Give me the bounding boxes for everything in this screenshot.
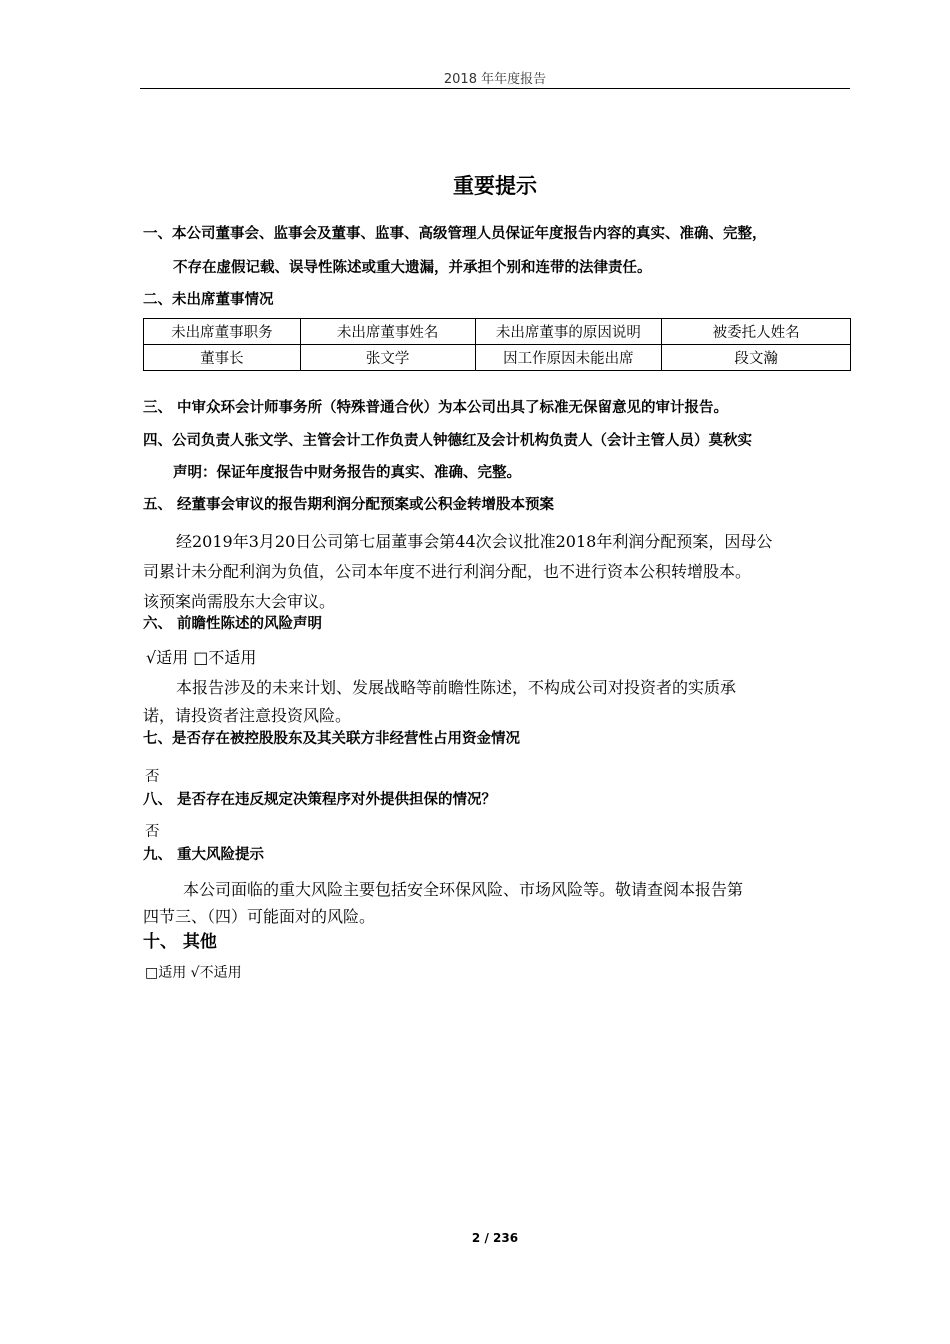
section-10-heading: 十、 其他 [143, 932, 217, 952]
section-1-line-2: 不存在虚假记载、误导性陈述或重大遗漏，并承担个别和连带的法律责任。 [173, 260, 652, 276]
table-header-cell: 被委托人姓名 [662, 319, 851, 345]
header-title: 2018 年年度报告 [443, 72, 547, 87]
table-header-cell: 未出席董事姓名 [300, 319, 475, 345]
section-5-heading: 五、 经董事会审议的报告期利润分配预案或公积金转增股本预案 [143, 497, 555, 513]
table-cell: 张文学 [300, 345, 475, 371]
section-6-para-line-2: 诺，请投资者注意投资风险。 [143, 706, 352, 725]
section-5-para-line-1: 经2019年3月20日公司第七届董事会第44次会议批准2018年利润分配预案，因母公 [176, 532, 773, 551]
section-4-line-2: 声明：保证年度报告中财务报告的真实、准确、完整。 [173, 465, 521, 481]
section-5-para-line-3: 该预案尚需股东大会审议。 [143, 592, 336, 611]
table-cell: 董事长 [144, 345, 301, 371]
table-cell: 段文瀚 [662, 345, 851, 371]
section-9-para-line-1: 本公司面临的重大风险主要包括安全环保风险、市场风险等。敬请查阅本报告第 [183, 880, 744, 899]
section-7-heading: 七、是否存在被控股股东及其关联方非经营性占用资金情况 [143, 731, 520, 747]
section-9-para-line-2: 四节三、（四）可能面对的风险。 [143, 907, 376, 926]
header-divider [140, 88, 850, 89]
section-6-para-line-1: 本报告涉及的未来计划、发展战略等前瞻性陈述，不构成公司对投资者的实质承 [176, 678, 737, 697]
page-title: 重要提示 [453, 174, 537, 198]
table-cell: 因工作原因未能出席 [475, 345, 662, 371]
section-8-heading: 八、 是否存在违反规定决策程序对外提供担保的情况？ [143, 792, 497, 808]
section-9-heading: 九、 重大风险提示 [143, 847, 265, 863]
section-6-applicability: √适用 □不适用 [146, 648, 257, 667]
section-7-answer: 否 [145, 769, 160, 785]
table-row [144, 345, 851, 371]
section-1-line-1: 一、本公司董事会、监事会及董事、监事、高级管理人员保证年度报告内容的真实、准确、完整， [143, 226, 767, 242]
table-header-cell: 未出席董事的原因说明 [475, 319, 662, 345]
section-10-applicability: □适用 √不适用 [145, 965, 242, 981]
section-3-text: 三、 中审众环会计师事务所（特殊普通合伙）为本公司出具了标准无保留意见的审计报告。 [143, 400, 729, 416]
section-4-line-1: 四、公司负责人张文学、主管会计工作负责人钟德红及会计机构负责人（会计主管人员）莫秋实 [143, 433, 752, 449]
section-5-para-line-2: 司累计未分配利润为负值，公司本年度不进行利润分配，也不进行资本公积转增股本。 [143, 562, 752, 581]
section-6-heading: 六、 前瞻性陈述的风险声明 [143, 616, 323, 632]
section-8-answer: 否 [145, 824, 160, 840]
table-header-cell: 未出席董事职务 [144, 319, 301, 345]
table-header-row [144, 319, 851, 345]
absent-directors-table [143, 318, 851, 371]
section-2-heading: 二、未出席董事情况 [143, 292, 274, 308]
page-number: 2 / 236 [471, 1231, 519, 1245]
